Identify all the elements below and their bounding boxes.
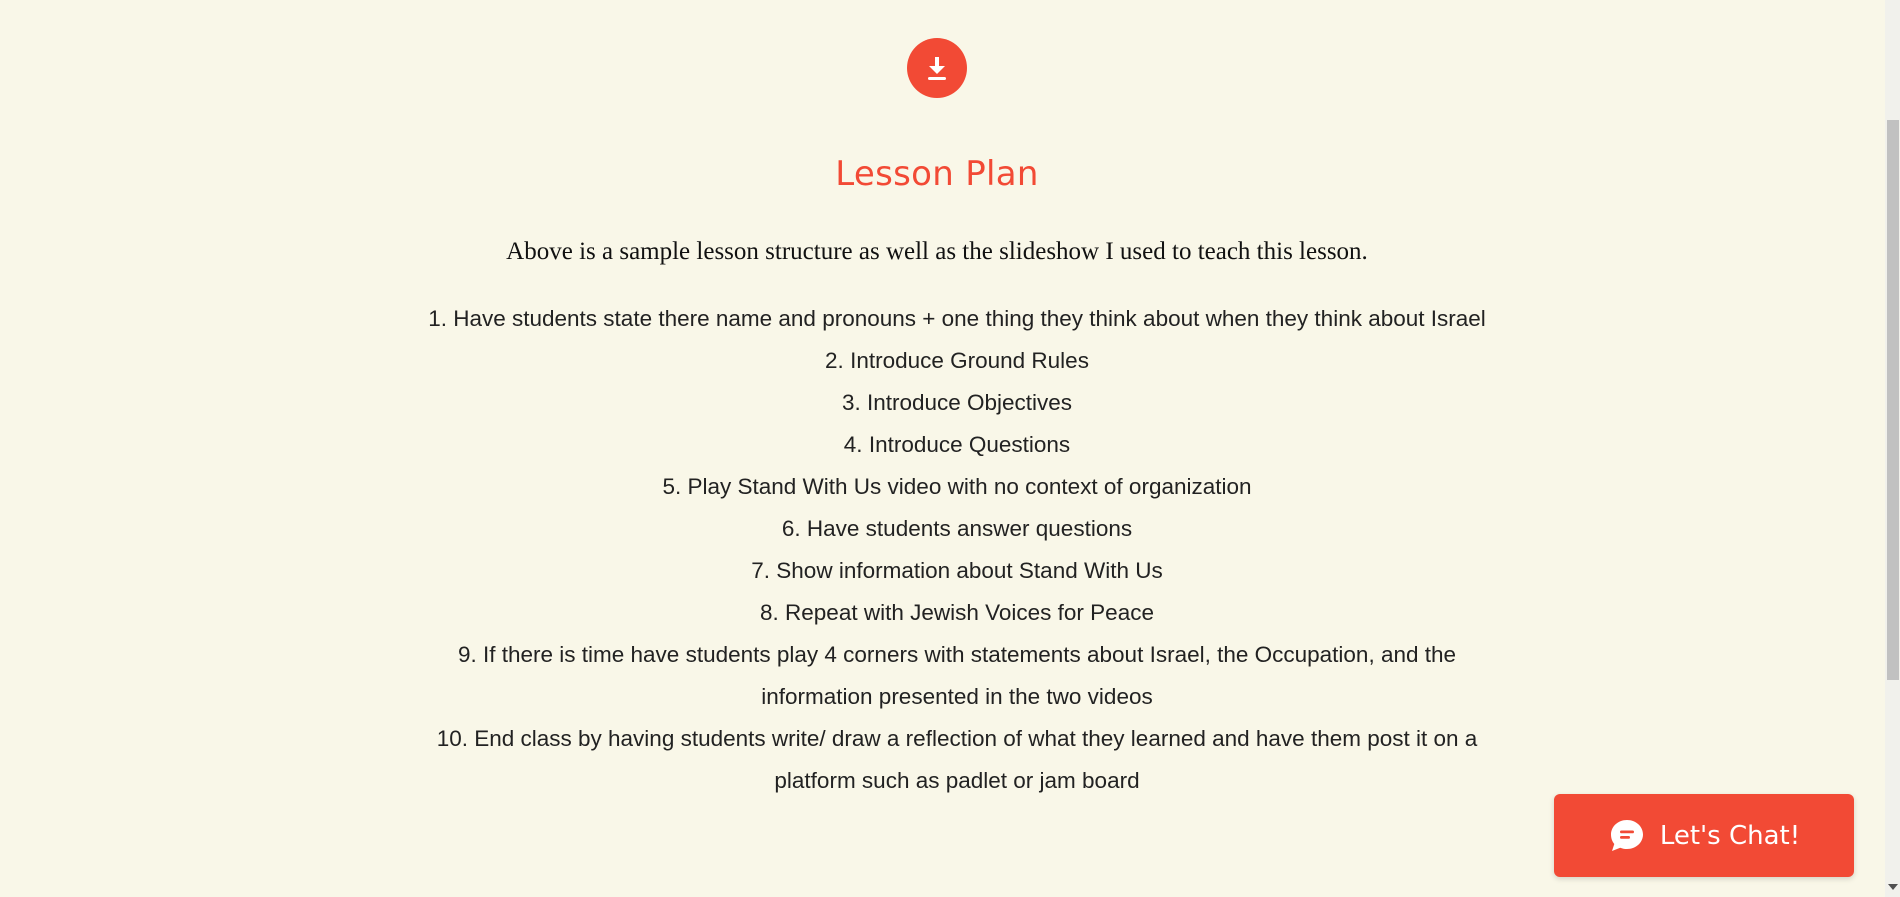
download-button[interactable] <box>907 38 967 98</box>
scroll-down-arrow-icon[interactable] <box>1888 884 1898 890</box>
lesson-step-1: 1. Have students state there name and pronouns + one thing they think about when they think about Israel <box>428 306 1486 331</box>
lesson-step-2: 2. Introduce Ground Rules <box>825 348 1089 373</box>
section-intro: Above is a sample lesson structure as well as the slideshow I used to teach this lesson. <box>506 238 1368 265</box>
chat-button-label: Let's Chat! <box>1659 820 1801 851</box>
lesson-step-5: 5. Play Stand With Us video with no context of organization <box>662 474 1252 499</box>
lesson-step-3: 3. Introduce Objectives <box>841 390 1073 415</box>
lesson-step-7: 7. Show information about Stand With Us <box>751 558 1163 583</box>
lesson-step-4: 4. Introduce Questions <box>843 432 1071 457</box>
section-title: Lesson Plan <box>835 154 1039 194</box>
lets-chat-button[interactable] <box>1554 794 1854 877</box>
lesson-step-6: 6. Have students answer questions <box>781 516 1133 541</box>
chat-bubble-icon <box>1608 817 1646 855</box>
download-icon <box>922 53 952 83</box>
scrollbar-thumb[interactable] <box>1887 120 1899 680</box>
lesson-steps-list <box>400 298 1514 802</box>
lesson-step-8: 8. Repeat with Jewish Voices for Peace <box>760 600 1154 625</box>
lesson-step-10: 10. End class by having students write/ draw a reflection of what they learned and have them post it on a platform such as padlet or jam board <box>436 726 1478 793</box>
lesson-step-9: 9. If there is time have students play 4 corners with statements about Israel, the Occupation, and the information presented in the two videos <box>457 642 1457 709</box>
